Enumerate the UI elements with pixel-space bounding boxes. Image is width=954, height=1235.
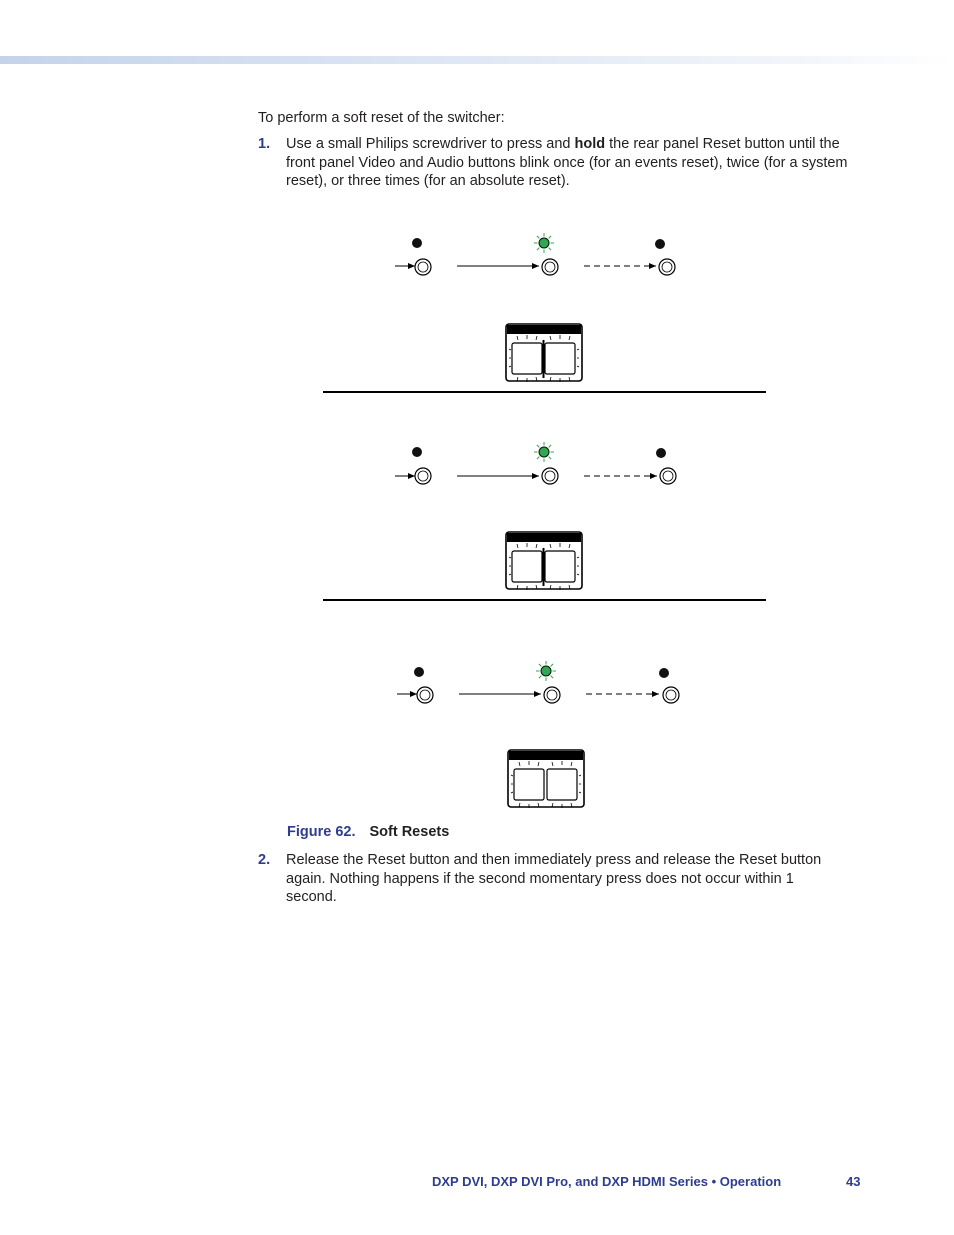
reset-sequence-absolute — [397, 661, 679, 808]
led-off-icon — [412, 447, 422, 457]
step-2-text: Release the Reset button and then immediately press and release the Reset button again. Nothing happens if the second momentary press does not occur within 1 second. — [286, 852, 822, 905]
figure-caption — [287, 824, 449, 840]
figure-number: Figure 62. — [287, 824, 356, 840]
reset-sequence-events — [395, 233, 675, 382]
reset-sequence-system — [395, 442, 676, 590]
step-2-number: 2. — [258, 852, 271, 868]
reset-button-icon — [542, 259, 558, 275]
led-off-icon — [656, 448, 666, 458]
footer-title: DXP DVI, DXP DVI Pro, and DXP HDMI Series • Operation — [432, 1174, 782, 1189]
led-blink-green-icon — [534, 442, 554, 462]
led-blink-green-icon — [536, 661, 556, 681]
reset-button-icon — [659, 259, 675, 275]
led-off-icon — [655, 239, 665, 249]
step-1-bold: hold — [574, 136, 606, 152]
led-off-icon — [659, 668, 669, 678]
led-off-icon — [414, 667, 424, 677]
reset-button-icon — [544, 687, 560, 703]
figure-title: Soft Resets — [369, 824, 450, 840]
reset-button-icon — [417, 687, 433, 703]
led-off-icon — [412, 238, 422, 248]
page-number: 43 — [846, 1174, 861, 1189]
reset-button-icon — [660, 468, 676, 484]
video-audio-buttons-blink-twice-icon — [506, 532, 582, 590]
reset-button-icon — [415, 468, 431, 484]
reset-button-icon — [542, 468, 558, 484]
led-blink-green-icon — [534, 233, 554, 253]
reset-button-icon — [663, 687, 679, 703]
step-1-number: 1. — [258, 136, 271, 152]
step-1-text: Use a small Philips screwdriver to press and hold the rear panel Reset button until the front panel Video and Audio buttons blink once (for an events reset), twice (for a system reset), or three times (for an absolute reset). — [286, 136, 848, 189]
reset-button-icon — [415, 259, 431, 275]
video-audio-buttons-blink-three-times-icon — [508, 750, 584, 808]
intro-text: To perform a soft reset of the switcher: — [258, 110, 505, 126]
video-audio-buttons-blink-once-icon — [506, 324, 582, 382]
step-2 — [258, 851, 848, 907]
